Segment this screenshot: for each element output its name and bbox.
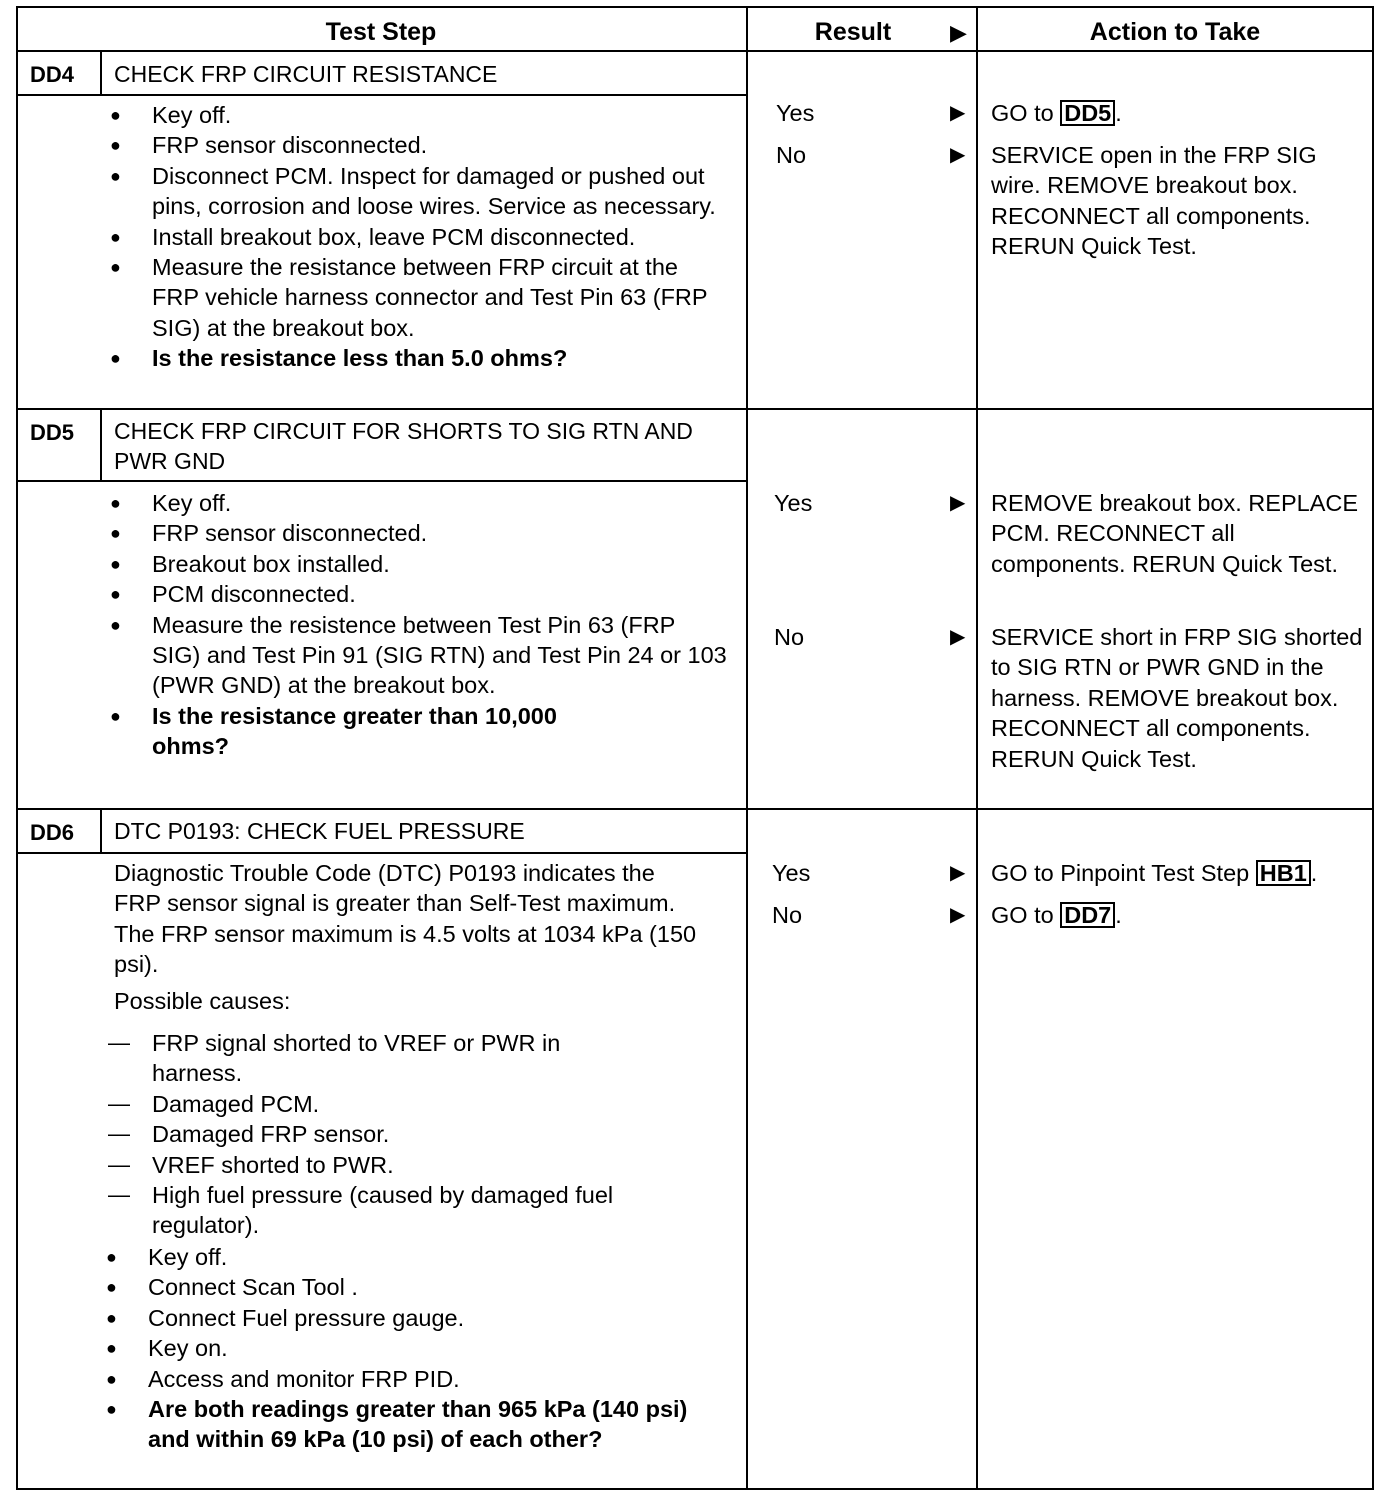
list-item: ● Install breakout box, leave PCM disconnected. <box>108 222 728 252</box>
list-item: ● Breakout box installed. <box>108 549 728 579</box>
step-ref-dd7[interactable]: DD7 <box>1060 902 1115 928</box>
dd5-bullet-list <box>108 488 728 762</box>
header-test-step: Test Step <box>325 18 437 46</box>
list-item-question: ● Is the resistance greater than 10,000 ohms? <box>108 701 632 762</box>
header-action: Action to Take <box>1089 18 1261 46</box>
dd4-dd5-separator <box>16 408 1374 410</box>
list-item: ● Key on. <box>104 1333 724 1363</box>
list-item-question: ● Are both readings greater than 965 kPa (140 psi) and within 69 kPa (10 psi) of each other? <box>104 1394 708 1455</box>
arrow-icon: ▶ <box>950 904 966 926</box>
dd5-action-yes: REMOVE breakout box. REPLACE PCM. RECONNECT all components. RERUN Quick Test. <box>991 490 1359 577</box>
step-ref-hb1[interactable]: HB1 <box>1256 860 1311 886</box>
dd5-action-no: SERVICE short in FRP SIG shorted to SIG RTN or PWR GND in the harness. REMOVE breakout box. RECONNECT all components. RERUN Quick Test. <box>991 624 1363 772</box>
header-result: Result <box>814 18 892 46</box>
dd6-title-underline <box>16 852 748 854</box>
result-no: No <box>772 902 803 928</box>
list-item: ● Key off. <box>108 488 728 518</box>
dd5-dd6-separator <box>16 808 1374 810</box>
list-item: ● Access and monitor FRP PID. <box>104 1364 724 1394</box>
top-border <box>16 6 1374 8</box>
step-code-dd5: DD5 <box>30 420 75 445</box>
list-item: ● Disconnect PCM. Inspect for damaged or pushed out pins, corrosion and loose wires. Service as necessary. <box>108 161 728 222</box>
list-item: ● Connect Scan Tool . <box>104 1272 724 1302</box>
dd4-action-no: SERVICE open in the FRP SIG wire. REMOVE breakout box. RECONNECT all components. RERUN Quick Test. <box>991 142 1317 260</box>
dd6-action-no <box>991 900 1366 930</box>
dd4-title-underline <box>16 94 748 96</box>
step-title-dd6: DTC P0193: CHECK FUEL PRESSURE <box>114 818 525 844</box>
code-divider-dd5 <box>100 408 102 480</box>
arrow-icon: ▶ <box>950 492 966 514</box>
action-text: . <box>1115 902 1122 928</box>
list-item: ● Measure the resistance between FRP circuit at the FRP vehicle harness connector and Test Pin 63 (FRP SIG) at the breakout box. <box>108 252 728 343</box>
arrow-icon: ▶ <box>950 862 966 884</box>
header-divider <box>16 50 1374 52</box>
header-arrow-icon: ▶ <box>950 20 967 45</box>
left-border <box>16 6 18 1490</box>
step-code-dd6: DD6 <box>30 820 75 845</box>
dd6-causes-label: Possible causes: <box>114 988 291 1014</box>
result-column-left-line <box>746 6 748 1490</box>
result-yes: Yes <box>772 860 811 886</box>
list-item: ● Connect Fuel pressure gauge. <box>104 1303 724 1333</box>
dd6-bullet-list <box>104 1242 724 1455</box>
list-item: ● Key off. <box>108 100 728 130</box>
list-item: ● FRP sensor disconnected. <box>108 130 728 160</box>
dd4-action-yes <box>991 98 1366 128</box>
list-item: ● Measure the resistence between Test Pin 63 (FRP SIG) and Test Pin 91 (SIG RTN) and Test Pin 24 or 103 (PWR GND) at the breakout box. <box>108 610 728 701</box>
list-item: — Damaged FRP sensor. <box>108 1119 718 1149</box>
action-text: GO to Pinpoint Test Step <box>991 860 1256 886</box>
list-item: — VREF shorted to PWR. <box>108 1150 718 1180</box>
dd6-action-yes <box>991 858 1371 888</box>
step-code-dd4: DD4 <box>30 62 75 87</box>
pinpoint-test-table <box>16 6 1374 1490</box>
list-item: ● Key off. <box>104 1242 724 1272</box>
list-item: — FRP signal shorted to VREF or PWR in harness. <box>108 1028 622 1089</box>
bottom-border <box>16 1488 1374 1490</box>
arrow-icon: ▶ <box>950 626 966 648</box>
action-text: GO to <box>991 902 1061 928</box>
action-text: GO to <box>991 100 1061 126</box>
action-column-left-line <box>976 6 978 1490</box>
list-item: — Damaged PCM. <box>108 1089 718 1119</box>
dd5-title-underline <box>16 480 748 482</box>
arrow-icon: ▶ <box>950 102 966 124</box>
dd4-bullet-list <box>108 100 728 374</box>
arrow-icon: ▶ <box>950 144 966 166</box>
list-item-question: ● Is the resistance less than 5.0 ohms? <box>108 343 728 373</box>
step-title-dd5: CHECK FRP CIRCUIT FOR SHORTS TO SIG RTN AND PWR GND <box>114 418 693 474</box>
result-yes: Yes <box>776 100 815 126</box>
code-divider-dd4 <box>100 50 102 96</box>
step-ref-dd5[interactable]: DD5 <box>1060 100 1115 126</box>
list-item: ● PCM disconnected. <box>108 579 728 609</box>
dd6-causes-list <box>108 1028 718 1241</box>
code-divider-dd6 <box>100 808 102 854</box>
step-title-dd4: CHECK FRP CIRCUIT RESISTANCE <box>114 61 498 87</box>
dd6-intro: Diagnostic Trouble Code (DTC) P0193 indicates the FRP sensor signal is greater than Self-Test maximum. The FRP sensor maximum is 4.5 volts at 1034 kPa (150 psi). <box>114 860 697 978</box>
right-border <box>1372 6 1374 1490</box>
list-item: — High fuel pressure (caused by damaged fuel regulator). <box>108 1180 692 1241</box>
action-text: . <box>1310 860 1318 886</box>
result-yes: Yes <box>774 490 813 516</box>
result-no: No <box>776 142 807 168</box>
action-text: . <box>1115 100 1122 126</box>
result-no: No <box>774 624 805 650</box>
list-item: ● FRP sensor disconnected. <box>108 518 728 548</box>
